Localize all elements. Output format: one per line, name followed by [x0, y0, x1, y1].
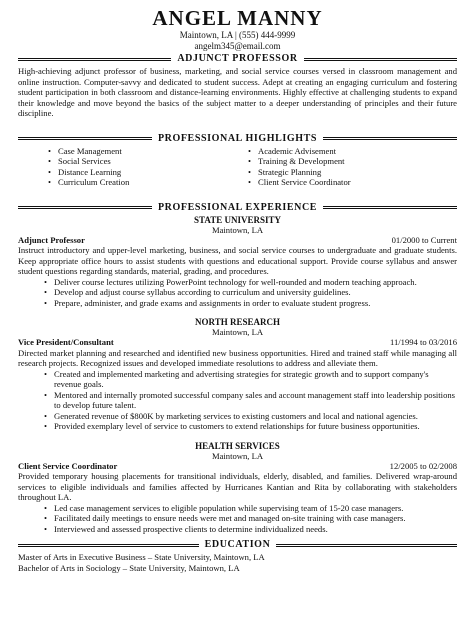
heading-rule-right [304, 58, 457, 61]
job-bullets [18, 277, 457, 309]
job-description: Directed market planning and researched and identified new business opportunities. Hired and trained staff while managing all research projects. Recognized issues and developed immediate resolutions to address and alleviate them. [18, 347, 457, 368]
experience-heading-text: PROFESSIONAL EXPERIENCE [157, 201, 318, 213]
highlight-item: • Strategic Planning [248, 167, 448, 178]
job-employer: STATE UNIVERSITY [194, 214, 281, 225]
summary-heading [18, 53, 457, 65]
candidate-name: ANGEL MANNY [152, 6, 323, 30]
contact-email: angelm345@email.com [194, 40, 281, 51]
highlight-item: • Client Service Coordinator [248, 177, 448, 188]
job-bullet: • Deliver course lectures utilizing PowerPoint technology for well-rounded and modern teaching approach. [44, 277, 457, 288]
job-bullet: • Mentored and internally promoted successful company sales and account management staff into leadership positions to develop future talent. [44, 390, 457, 411]
job-bullet: • Interviewed and assessed prospective clients to determine individualized needs. [44, 524, 457, 535]
highlight-item: • Training & Development [248, 156, 448, 167]
heading-rule-right [276, 544, 457, 547]
job-employer: HEALTH SERVICES [195, 440, 280, 451]
heading-rule-right [323, 137, 457, 140]
job-bullet: • Develop and adjust course syllabus according to curriculum and university guidelines. [44, 287, 457, 298]
highlight-item: • Academic Advisement [248, 146, 448, 157]
job-bullets [18, 503, 457, 535]
heading-rule-right [323, 206, 457, 209]
highlight-item: • Distance Learning [48, 167, 248, 178]
summary-text: High-achieving adjunct professor of business, marketing, and social service courses versed in classroom management and online instruction. Computer-savvy and dedicated to student success. Adept at creating an engaging curriculum and fostering student participation in both classroom and distance-learning environments. Highly effective at challenging students to expand their knowledge and move beyond the basics of the subject matter to a deeper understanding of principles and their future discipline. [18, 66, 457, 118]
job-dates: 01/2000 to Current [391, 234, 457, 245]
highlights-heading-text: PROFESSIONAL HIGHLIGHTS [157, 132, 318, 144]
job-bullet: • Prepare, administer, and grade exams and assignments in order to evaluate student progress. [44, 298, 457, 309]
education-item: Bachelor of Arts in Sociology – State University, Maintown, LA [18, 562, 240, 573]
job-dates: 11/1994 to 03/2016 [390, 337, 457, 347]
job-role-line [18, 461, 457, 472]
highlight-item: • Case Management [48, 146, 248, 157]
heading-rule-left [18, 137, 152, 140]
job-role-line [18, 337, 457, 348]
job-bullet: • Facilitated daily meetings to ensure needs were met and managed on-site training with case managers. [44, 513, 457, 524]
job-bullet: • Led case management services to eligible population while supervising team of 15-20 case managers. [44, 503, 457, 514]
experience-heading [18, 202, 457, 214]
job-role-line [18, 235, 457, 246]
job-title: Adjunct Professor [18, 234, 85, 245]
resume-page [0, 6, 474, 622]
job-title: Vice President/Consultant [18, 337, 114, 347]
heading-rule-left [18, 544, 199, 547]
highlights-list [18, 146, 457, 188]
highlight-item: • Social Services [48, 156, 248, 167]
education-heading-text: EDUCATION [204, 539, 271, 550]
job-dates: 12/2005 to 02/2008 [389, 460, 457, 471]
job-bullets [18, 369, 457, 432]
heading-rule-left [18, 206, 152, 209]
job-title: Client Service Coordinator [18, 460, 118, 471]
job-location: Maintown, LA [211, 327, 264, 337]
highlights-heading [18, 133, 457, 145]
highlights-column-right [248, 146, 448, 188]
education-item: Master of Arts in Executive Business – State University, Maintown, LA [18, 552, 265, 562]
job-description: Instruct introductory and upper-level marketing, business, and social service courses to undergraduate and graduate students. Keep appropriate office hours to assist students with questions and educational support. Provide course syllabus and answer student questions regarding standards, material, grading, and procedures. [18, 245, 457, 276]
job-bullet: • Generated revenue of $800K by marketing services to existing customers and local and national agencies. [44, 411, 457, 422]
heading-rule-left [18, 58, 171, 61]
job-employer: NORTH RESEARCH [195, 317, 280, 327]
summary-heading-text: ADJUNCT PROFESSOR [177, 53, 298, 64]
education-heading [18, 539, 457, 551]
job-location: Maintown, LA [211, 224, 264, 235]
job-bullet: • Created and implemented marketing and advertising strategies for strategic growth and to support company's revenue goals. [44, 369, 457, 390]
job-bullet: • Provided exemplary level of service to customers to extend relationships for future business opportunities. [44, 421, 457, 432]
job-location: Maintown, LA [211, 450, 264, 461]
contact-location-phone: Maintown, LA | (555) 444-9999 [179, 30, 296, 40]
job-description: Provided temporary housing placements for transitional individuals, elderly, disabled, and families. Delivered wrap-around services to eligible individuals and families affected by Hurricanes Kantian and Rita by collaborating with stakeholders throughout LA. [18, 471, 457, 502]
highlights-column-left [48, 146, 248, 188]
highlight-item: • Curriculum Creation [48, 177, 248, 188]
